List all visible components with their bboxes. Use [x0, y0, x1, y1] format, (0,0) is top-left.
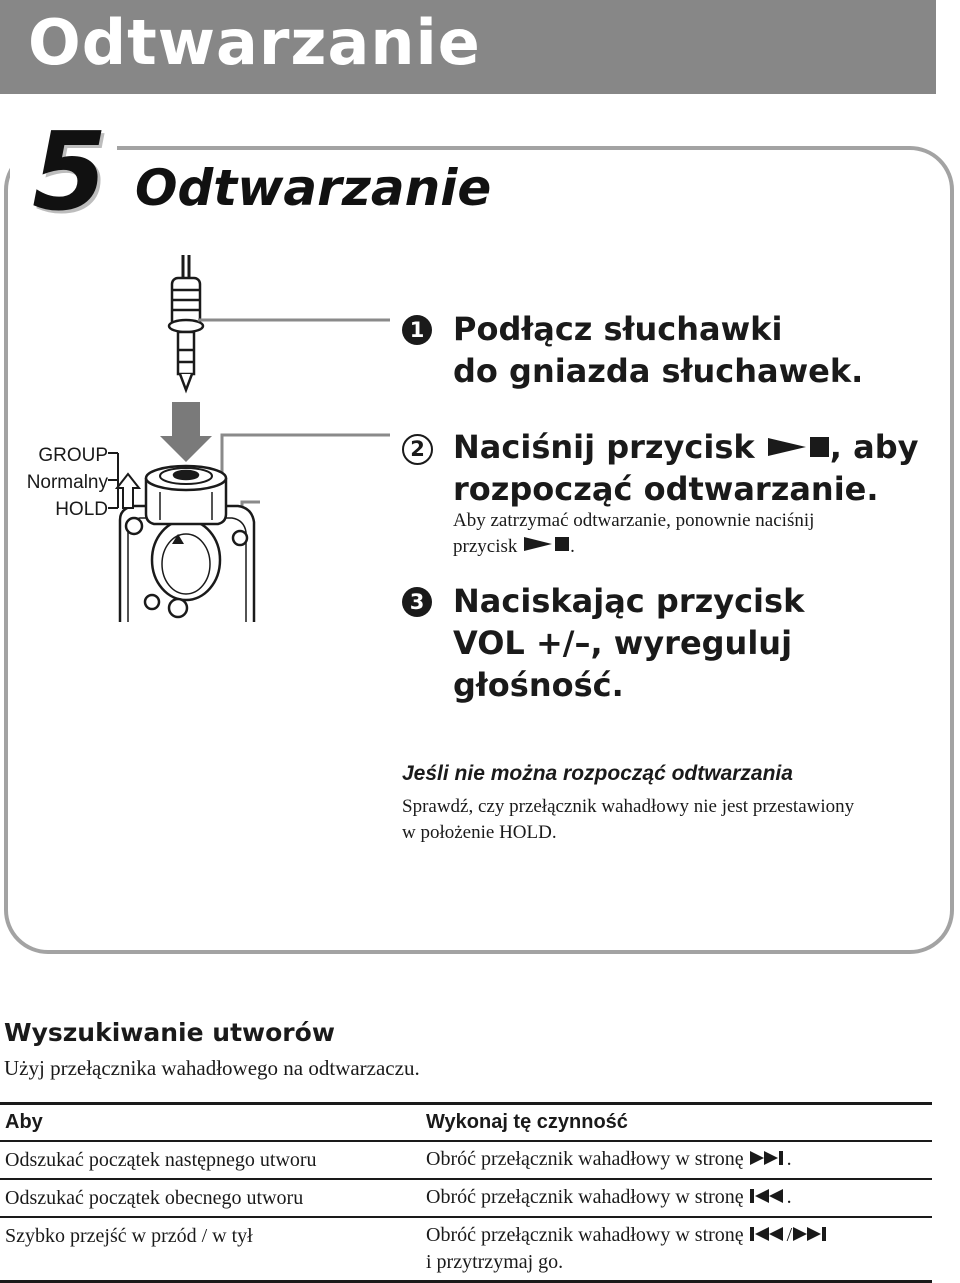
action-line-1 [426, 1222, 932, 1249]
table-cell-goal: Odszukać początek obecnego utworu [5, 1187, 304, 1209]
step-1-line-1: Podłącz słuchawki [453, 310, 783, 348]
action-separator: / [786, 1224, 793, 1246]
step-badge-3: 3 [402, 587, 432, 617]
step-1 [402, 308, 942, 392]
label-hold: HOLD [55, 499, 108, 520]
section-title: Odtwarzanie [135, 159, 492, 217]
table-cell-goal: Szybko przejść w przód / w tył [5, 1225, 253, 1247]
step-3-line-3: głośność. [453, 666, 624, 704]
step-2-note [453, 508, 873, 560]
action-text-end: . [786, 1186, 792, 1208]
play-stop-icon [766, 434, 830, 460]
table-row [0, 1142, 932, 1180]
action-text: Obróć przełącznik wahadłowy w stronę [426, 1186, 749, 1208]
search-intro: Użyj przełącznika wahadłowego na odtwarzaczu. [4, 1056, 420, 1080]
hold-switch-labels [32, 442, 108, 469]
step-1-line-2: do gniazda słuchawek. [453, 352, 864, 390]
step-2-text-b: , aby [829, 428, 919, 466]
troubleshooting-body [402, 794, 922, 846]
step-3-line-2: VOL +/–, wyreguluj [453, 624, 793, 662]
table-cell-action [426, 1180, 932, 1216]
step-badge-2: 2 [402, 434, 433, 465]
table-cell-action [426, 1142, 932, 1178]
action-line-2: i przytrzymaj go. [426, 1251, 564, 1273]
table-header-row [0, 1105, 932, 1142]
action-text: Obróć przełącznik wahadłowy w stronę [426, 1148, 749, 1170]
table-row [0, 1180, 932, 1218]
step-3-line-1: Naciskając przycisk [453, 582, 805, 620]
step-badge-1: 1 [402, 315, 432, 345]
label-group: GROUP [38, 445, 108, 466]
step-3 [402, 580, 942, 706]
table-row [0, 1218, 932, 1283]
table-cell-action [426, 1218, 932, 1280]
note-text-b: . [570, 536, 575, 557]
play-stop-icon [522, 535, 570, 553]
previous-track-icon [749, 1226, 787, 1242]
table-header-goal: Aby [5, 1111, 43, 1133]
step-number: 5 [10, 118, 117, 228]
header-bar [0, 0, 936, 94]
step-2 [402, 426, 942, 510]
previous-track-icon [749, 1188, 787, 1204]
action-text-end: . [786, 1148, 792, 1170]
search-table [0, 1102, 932, 1283]
player-illustration [0, 250, 400, 630]
action-text: Obróć przełącznik wahadłowy w stronę [426, 1224, 749, 1246]
note-text-a: przycisk [453, 536, 523, 557]
next-track-icon [792, 1226, 830, 1242]
note-line-1: Aby zatrzymać odtwarzanie, ponownie naciśnij [453, 510, 815, 531]
step-2-text-a: Naciśnij przycisk [453, 428, 766, 466]
label-normal: Normalny [26, 472, 108, 493]
search-title: Wyszukiwanie utworów [4, 1018, 335, 1047]
troubleshooting-line-2: w położenie HOLD. [402, 822, 557, 843]
table-header-action: Wykonaj tę czynność [426, 1111, 628, 1133]
note-line-2 [453, 534, 873, 560]
step-2-line-1 [453, 426, 942, 468]
next-track-icon [749, 1150, 787, 1166]
table-cell-goal: Odszukać początek następnego utworu [5, 1149, 317, 1171]
troubleshooting-line-1: Sprawdź, czy przełącznik wahadłowy nie jest przestawiony [402, 796, 855, 817]
header-title: Odtwarzanie [28, 6, 481, 79]
troubleshooting-title: Jeśli nie można rozpocząć odtwarzania [402, 762, 793, 785]
step-2-line-2: rozpocząć odtwarzanie. [453, 470, 879, 508]
